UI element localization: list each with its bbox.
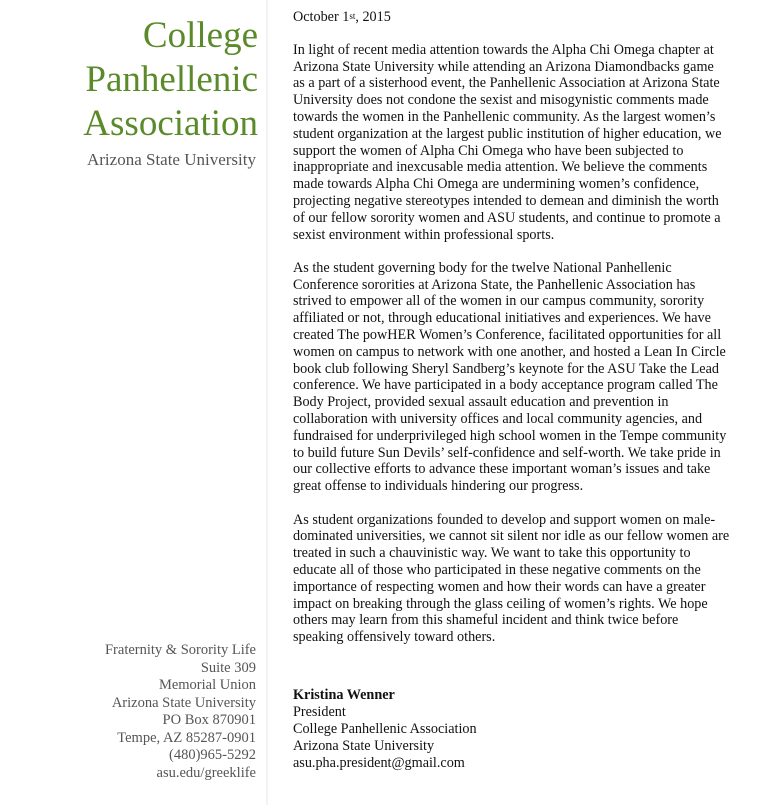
address-block xyxy=(105,642,256,782)
address-line: Arizona State University xyxy=(111,694,256,711)
address-line: Tempe, AZ 85287-0901 xyxy=(117,729,256,746)
signer-name: Kristina Wenner xyxy=(293,687,395,703)
letter-date: October 1st, 2015 xyxy=(293,9,391,25)
address-line: PO Box 870901 xyxy=(162,712,256,728)
org-subtitle: Arizona State University xyxy=(86,150,256,169)
signer-title: President xyxy=(293,704,346,720)
org-name xyxy=(83,14,258,146)
address-line: Suite 309 xyxy=(200,659,256,676)
phone-number: (480)965-5292 xyxy=(169,747,256,763)
paragraph-1: In light of recent media attention towards the Alpha Chi Omega chapter at Arizona State University while attending an Arizona Diamondbacks game as a part of a sisterhood event, the Panhellenic Association at Arizona State University does not condone the sexist and misogynistic comments made towards the women in the Panhellenic community. As the largest women’s student organization at the largest public institution of higher education, we support the women of Alpha Chi Omega who have been subjected to inappropriate and inexcusable media attention. We believe the comments made towards Alpha Chi Omega are undermining women’s confidence, projecting negative stereotypes intended to demean and diminish the worth of our fellow sorority women and ASU students, and continue to promote a sexist environment within professional sports. xyxy=(293,41,722,243)
signer-email[interactable]: asu.pha.president@gmail.com xyxy=(293,755,465,771)
org-name-line: Panhellenic xyxy=(85,59,258,100)
letterhead-sidebar xyxy=(0,0,268,805)
letter-body xyxy=(293,9,773,662)
signer-university: Arizona State University xyxy=(293,738,435,754)
signer-organization: College Panhellenic Association xyxy=(293,721,477,737)
org-name-line: Association xyxy=(83,103,258,144)
org-name-line: College xyxy=(142,15,258,56)
signature-block xyxy=(293,687,477,772)
paragraph-2: As the student governing body for the twelve National Panhellenic Conference sororities at Arizona State, the Panhellenic Association has strived to empower all of the women in our campus community, sorority affiliated or not, through educational initiatives and experiences. We have created The powHER Women’s Conference, facilitated opportunities for all women on campus to network with one another, and hosted a Lean In Circle book club following Sheryl Sandberg’s keynote for the ASU Take the Lead conference. We have participated in a body acceptance program called The Body Project, provided sexual assault education and prevention in collaboration with university offices and local community agencies, and fundraised for underprivileged high school women in the Tempe community to build future Sun Devils’ self-confidence and self-worth. We take pride in our collective efforts to advance these important woman’s issues and take great offense to individuals hindering our progress. xyxy=(293,259,727,495)
paragraph-3: As student organizations founded to develop and support women on male- dominated universities, we cannot sit silent nor idle as our fellow women are treated in such a chauvinistic way. We want to take this opportunity to educate all of those who participated in these negative comments on the importance of respecting women and how their words can have a greater impact on breaking through the glass ceiling of women’s rights. We hope others may learn from this shameful incident and think twice before speaking offensively toward others. xyxy=(293,511,730,646)
address-line: Memorial Union xyxy=(158,677,256,693)
website-link[interactable]: asu.edu/greeklife xyxy=(156,764,256,781)
address-line: Fraternity & Sorority Life xyxy=(104,642,256,658)
